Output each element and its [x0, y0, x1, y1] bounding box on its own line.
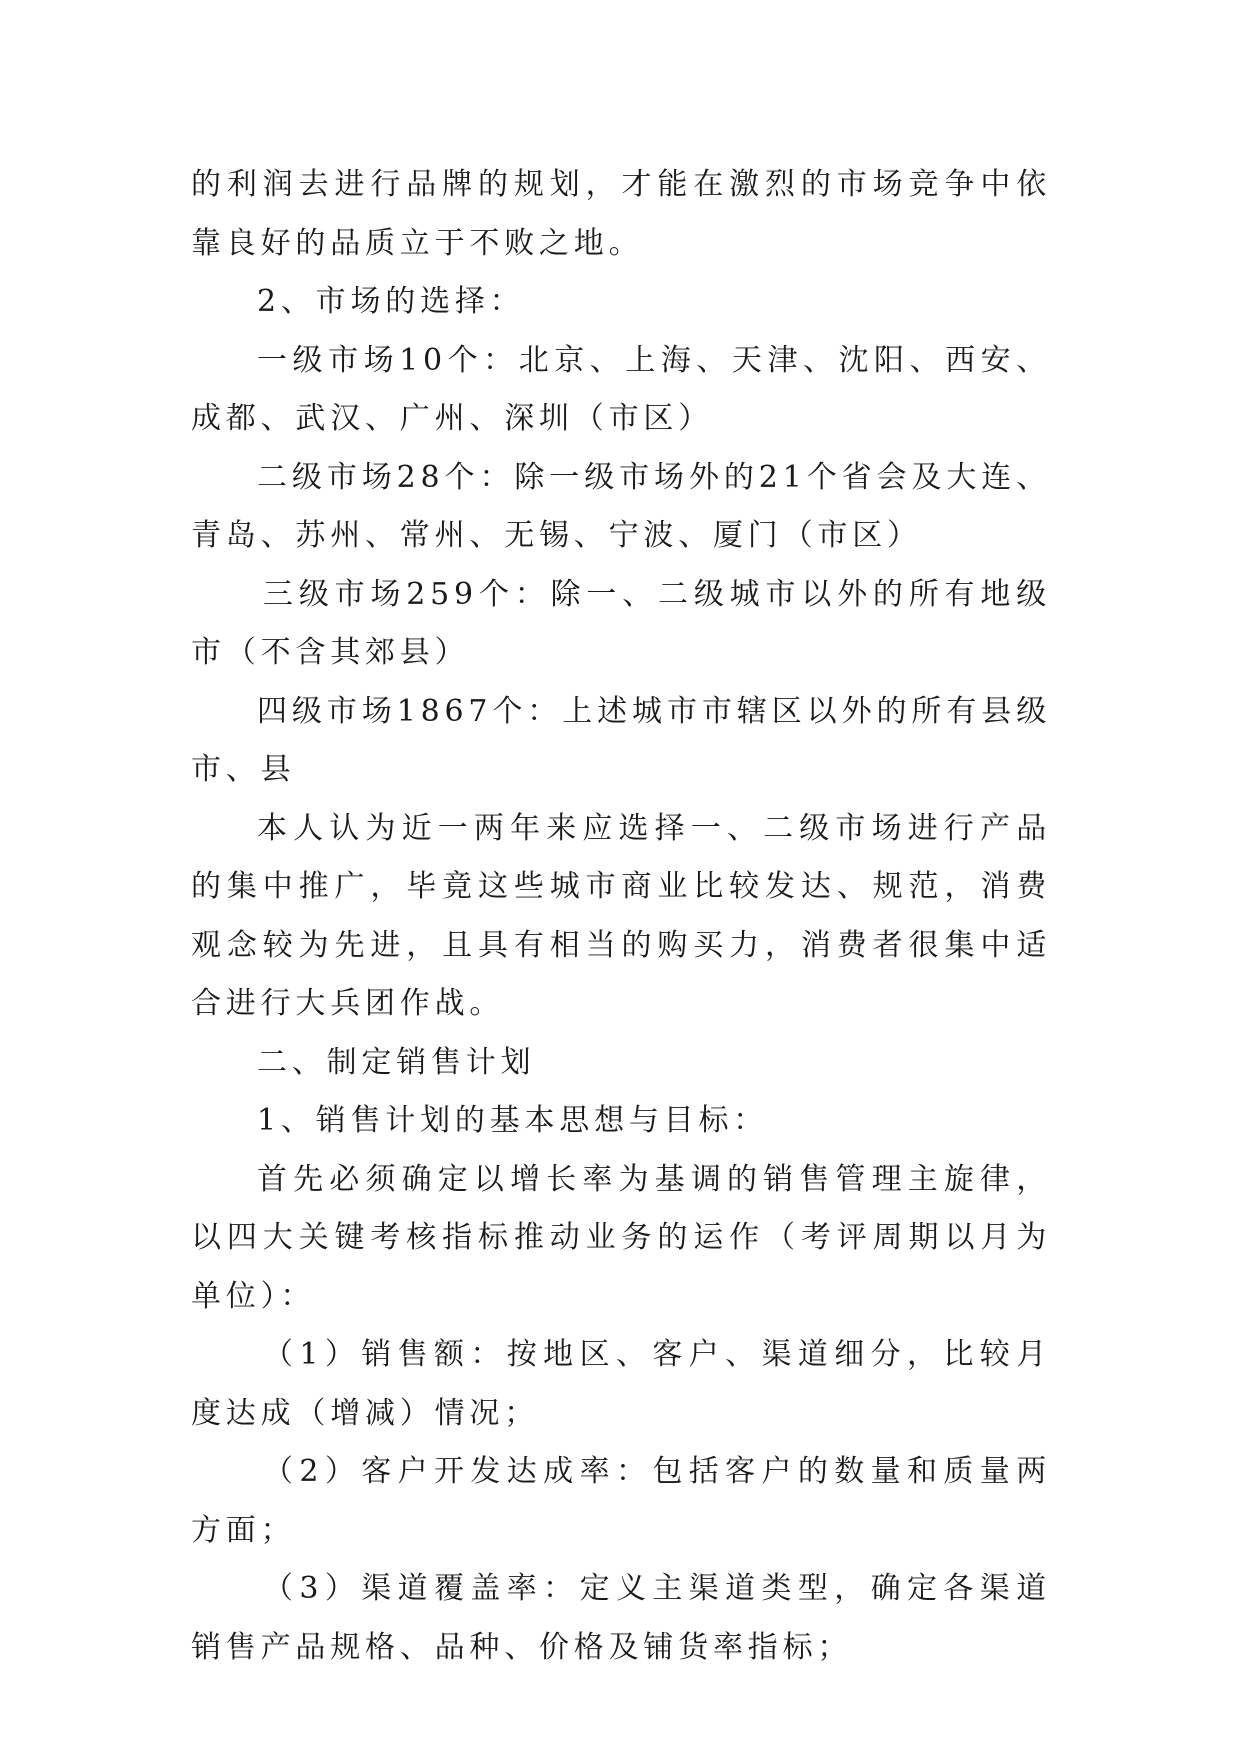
paragraph-tier1-market: 一级市场10个：北京、上海、天津、沈阳、西安、成都、武汉、广州、深圳（市区） [191, 342, 1051, 436]
list-item-channel-coverage: （3）渠道覆盖率：定义主渠道类型，确定各渠道销售产品规格、品种、价格及铺货率指标； [191, 1571, 1051, 1665]
paragraph-market-selection-heading: 2、市场的选择： [257, 284, 525, 319]
list-item-customer-development: （2）客户开发达成率：包括客户的数量和质量两方面； [191, 1454, 1051, 1548]
section-heading-sales-plan: 二、制定销售计划 [257, 1044, 536, 1080]
paragraph-tier2-market: 二级市场28个：除一级市场外的21个省会及大连、青岛、苏州、常州、无锡、宁波、厦门（市区） [191, 459, 1051, 553]
document-body [191, 156, 1051, 1677]
paragraph-continuation: 的利润去进行品牌的规划，才能在激烈的市场竞争中依靠良好的品质立于不败之地。 [191, 167, 1051, 261]
list-item-sales-volume: （1）销售额：按地区、客户、渠道细分，比较月度达成（增减）情况； [191, 1337, 1051, 1431]
paragraph-sales-plan-goals-heading: 1、销售计划的基本思想与目标： [257, 1103, 769, 1138]
paragraph-tier3-market: 三级市场259个：除一、二级城市以外的所有地级市（不含其郊县） [191, 576, 1051, 670]
paragraph-growth-rate: 首先必须确定以增长率为基调的销售管理主旋律，以四大关键考核指标推动业务的运作（考评周期以月为单位）： [191, 1161, 1051, 1314]
paragraph-market-recommendation: 本人认为近一两年来应选择一、二级市场进行产品的集中推广，毕竟这些城市商业比较发达、规范，消费观念较为先进，且具有相当的购买力，消费者很集中适合进行大兵团作战。 [191, 810, 1051, 1021]
paragraph-tier4-market: 四级市场1867个：上述城市市辖区以外的所有县级市、县 [191, 693, 1051, 787]
